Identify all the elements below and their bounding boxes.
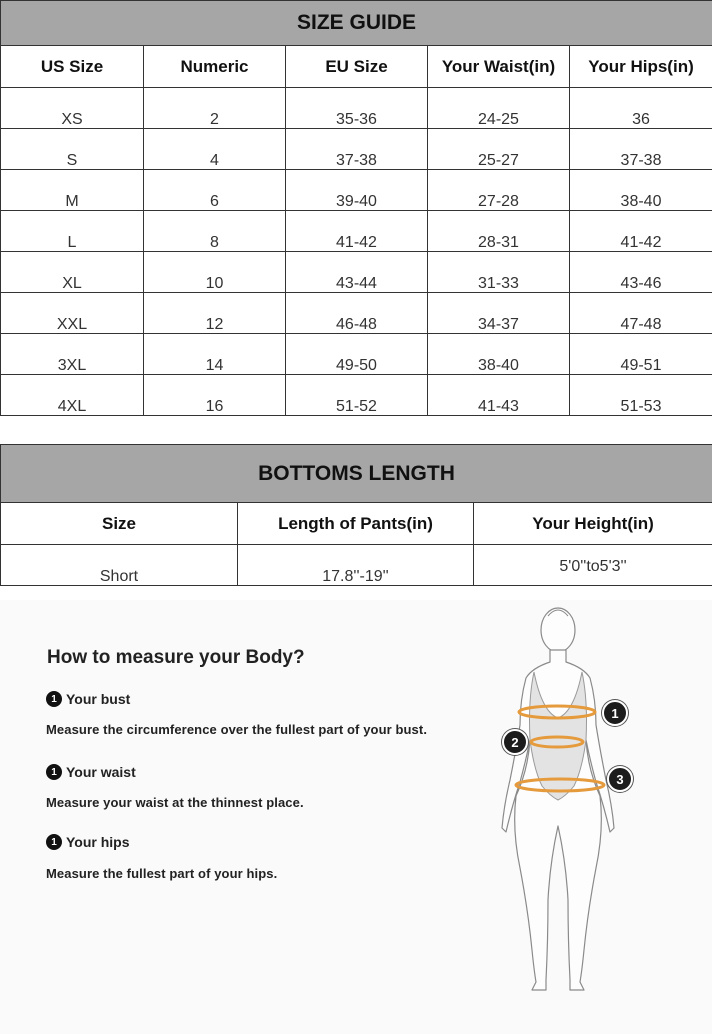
marker-2-icon: 2: [502, 729, 528, 755]
how-to-measure-title: How to measure your Body?: [47, 647, 305, 668]
cell-hips: 51-53: [620, 398, 662, 415]
cell-eu-size: 39-40: [336, 193, 377, 210]
cell-eu-size: 37-38: [336, 152, 377, 169]
step-description: Measure your waist at the thinnest place.: [46, 795, 304, 810]
cell-hips: 36: [632, 111, 650, 128]
step-label: Your hips: [66, 834, 130, 850]
step-label: Your waist: [66, 764, 136, 780]
table-row: [1, 129, 712, 170]
cell-hips: 41-42: [620, 234, 662, 251]
header-waist: Your Waist(in): [428, 46, 570, 88]
figure-body: [502, 650, 614, 990]
header-hips: Your Hips(in): [570, 46, 712, 88]
step-label: Your bust: [66, 691, 131, 707]
size-guide-title: SIZE GUIDE: [1, 1, 712, 46]
cell-eu-size: 35-36: [336, 111, 377, 128]
cell-eu-size: 49-50: [336, 357, 377, 374]
cell-eu-size: 41-42: [336, 234, 377, 251]
header-size: Size: [1, 503, 238, 545]
table-row: [1, 252, 712, 293]
number-one-icon: 1: [46, 691, 62, 707]
header-pants-length: Length of Pants(in): [238, 503, 474, 545]
cell-numeric: 4: [210, 152, 219, 169]
header-eu-size: EU Size: [286, 46, 428, 88]
cell-waist: 31-33: [478, 275, 519, 292]
table-row: [1, 334, 712, 375]
step-description: Measure the fullest part of your hips.: [46, 866, 278, 881]
table-row: [1, 375, 712, 416]
step-description: Measure the circumference over the fullest part of your bust.: [46, 722, 428, 737]
cell-height: 5'0''to5'3'': [559, 558, 627, 575]
marker-1-icon: 1: [602, 700, 628, 726]
cell-waist: 34-37: [478, 316, 519, 333]
cell-numeric: 14: [205, 357, 224, 374]
cell-us-size: 3XL: [57, 357, 87, 374]
table-row: [1, 293, 712, 334]
cell-hips: 37-38: [620, 152, 662, 169]
cell-waist: 27-28: [478, 193, 519, 210]
step-waist: [46, 764, 136, 780]
figure-head: [541, 608, 575, 652]
header-numeric: Numeric: [144, 46, 286, 88]
cell-numeric: 8: [210, 234, 219, 251]
cell-waist: 41-43: [478, 398, 519, 415]
cell-us-size: 4XL: [57, 398, 87, 415]
cell-numeric: 16: [205, 398, 224, 415]
cell-waist: 25-27: [478, 152, 519, 169]
cell-waist: 28-31: [478, 234, 519, 251]
cell-size: Short: [99, 568, 139, 585]
table-row: [1, 211, 712, 252]
cell-us-size: M: [65, 193, 79, 210]
marker-3-icon: 3: [607, 766, 633, 792]
how-to-measure-section: [0, 600, 712, 1034]
cell-numeric: 10: [205, 275, 224, 292]
cell-us-size: S: [66, 152, 78, 169]
cell-us-size: L: [67, 234, 77, 251]
header-us-size: US Size: [1, 46, 144, 88]
cell-hips: 43-46: [620, 275, 662, 292]
number-one-icon: 1: [46, 834, 62, 850]
table-row: [1, 545, 712, 586]
cell-waist: 38-40: [478, 357, 519, 374]
cell-hips: 47-48: [620, 316, 662, 333]
cell-numeric: 6: [210, 193, 219, 210]
bottoms-header-row: [1, 503, 712, 545]
bottoms-length-title: BOTTOMS LENGTH: [1, 445, 712, 503]
number-one-icon: 1: [46, 764, 62, 780]
table-row: [1, 170, 712, 211]
size-guide-header-row: [1, 46, 712, 88]
cell-hips: 49-51: [620, 357, 662, 374]
cell-pants-length: 17.8''-19'': [322, 568, 389, 585]
cell-us-size: XS: [61, 111, 83, 128]
cell-numeric: 2: [210, 111, 219, 128]
table-row: [1, 88, 712, 129]
step-bust: [46, 691, 130, 707]
cell-hips: 38-40: [620, 193, 662, 210]
body-figure-illustration: [490, 600, 640, 1034]
header-height: Your Height(in): [474, 503, 712, 545]
cell-waist: 24-25: [478, 111, 519, 128]
bottoms-length-table: [0, 444, 712, 586]
cell-numeric: 12: [205, 316, 224, 333]
size-guide-table: [0, 0, 712, 416]
cell-eu-size: 51-52: [336, 398, 377, 415]
cell-eu-size: 43-44: [336, 275, 377, 292]
step-hips: [46, 834, 130, 850]
cell-us-size: XL: [62, 275, 82, 292]
cell-eu-size: 46-48: [336, 316, 377, 333]
cell-us-size: XXL: [56, 316, 88, 333]
